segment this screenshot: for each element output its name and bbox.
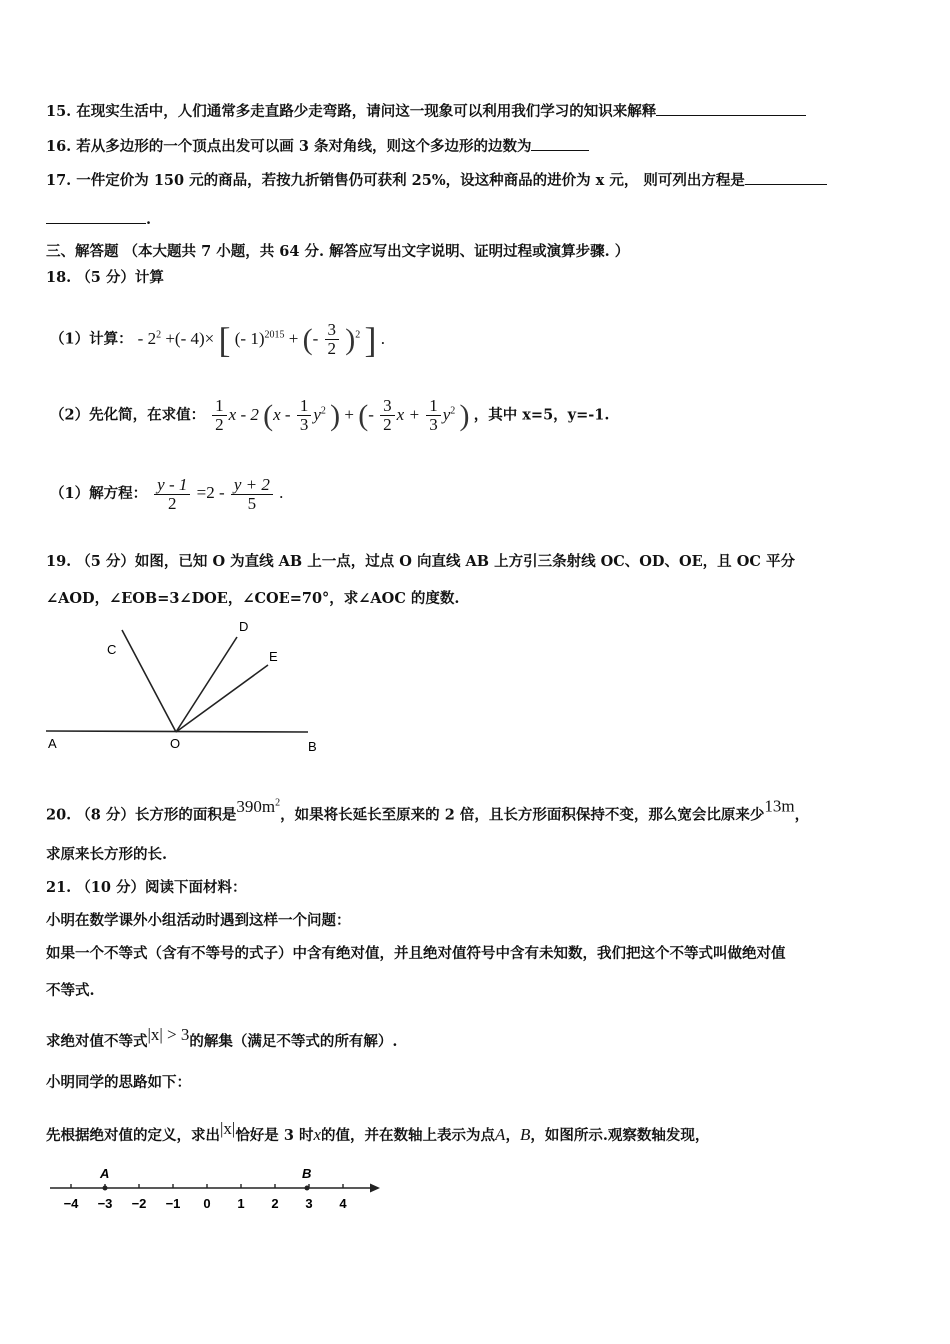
- section-3-text: 三、解答题 （本大题共 7 小题，共 64 分. 解答应写出文字说明、证明过程或演算步骤. ）: [46, 243, 630, 260]
- ray-od: [176, 637, 237, 732]
- q18-p2-expression: $\frac{1}{2}$ x - 2 (x - $\frac{1}{3}$ $y^2$ ) + (- $\frac{3}{2}$ x + $\frac{1}{3}$ $y^2$ ): [210, 405, 474, 424]
- question-17-cont: [46, 209, 151, 230]
- q21-line-1: 小明在数学课外小组活动时遇到这样一个问题：: [46, 912, 351, 929]
- q20-text-2: ，如果将长延长至原来的 2 倍，且长方形面积保持不变，那么宽会比原来少: [280, 806, 765, 824]
- q20-area: $390m^2$: [236, 796, 281, 816]
- tick-label: 2: [271, 1196, 279, 1211]
- question-19-line-2: [46, 589, 459, 609]
- question-21-title: [46, 878, 247, 898]
- label-b: B: [308, 739, 317, 754]
- q21-title-text: 21. （10 分）阅读下面材料：: [46, 879, 247, 896]
- tick-label: −4: [63, 1196, 79, 1211]
- q21-line-6: 先根据绝对值的定义，求出|x|恰好是 3 时x的值，并在数轴上表示为点A，B，如图所示.观察数轴发现，: [46, 1119, 710, 1144]
- q18-p1-fraction: $\frac{3}{2}$: [325, 321, 340, 358]
- q18-p3-label: （1）解方程：: [50, 485, 148, 502]
- q21-line-5: 小明同学的思路如下：: [46, 1074, 191, 1091]
- tick-label: −1: [165, 1196, 181, 1211]
- label-o: O: [170, 736, 181, 751]
- q17-answer-blank-1[interactable]: [745, 170, 827, 185]
- q19-angle-figure: [40, 612, 340, 762]
- q21-line-2: 如果一个不等式（含有不等号的式子）中含有绝对值，并且绝对值符号中含有未知数，我们把这个不等式叫做绝对值: [46, 945, 786, 962]
- q17-end: .: [146, 211, 152, 228]
- number-line-arrow: [370, 1184, 380, 1193]
- tick-label: 3: [305, 1196, 313, 1211]
- q17-text: 17. 一件定价为 150 元的商品，若按九折销售仍可获利 25%，设这种商品的进价为 x 元， 则可列出方程是: [46, 172, 745, 189]
- q19-line-1-text: 19. （5 分）如图，已知 O 为直线 AB 上一点，过点 O 向直线 AB 上方引三条射线 OC、OD、OE，且 OC 平分: [46, 553, 795, 570]
- point-b-label: B: [302, 1166, 312, 1181]
- q18-part-3: [50, 470, 283, 516]
- q16-text: 16. 若从多边形的一个顶点出发可以画 3 条对角线，则这个多边形的边数为: [46, 138, 532, 155]
- ray-oc: [122, 630, 176, 732]
- question-19-line-1: [46, 552, 795, 572]
- tick-label: −2: [131, 1196, 147, 1211]
- question-15: [46, 101, 806, 122]
- q16-answer-blank[interactable]: [531, 136, 589, 151]
- ray-oe: [176, 665, 268, 732]
- point-a: [103, 1186, 108, 1191]
- q20-text-3: ，: [794, 806, 810, 824]
- point-b: [305, 1186, 310, 1191]
- tick-label: 4: [339, 1196, 347, 1211]
- question-18-title: [46, 268, 164, 288]
- q18-p2-tail: ，其中 x=5，y=-1.: [473, 406, 610, 424]
- question-17: [46, 170, 827, 191]
- tick-label: 0: [203, 1196, 211, 1211]
- q20-line-2-text: 求原来长方形的长.: [46, 846, 168, 863]
- tick-label: −3: [97, 1196, 113, 1211]
- q21-line-3: 不等式.: [46, 982, 95, 999]
- section-3-title: [46, 242, 629, 262]
- point-a-label: A: [100, 1166, 110, 1181]
- label-e: E: [269, 649, 278, 664]
- question-20-line-2: [46, 845, 167, 865]
- q15-answer-blank[interactable]: [656, 101, 806, 116]
- question-16: [46, 136, 589, 157]
- q20-text-1: 20. （8 分）长方形的面积是: [46, 806, 237, 824]
- q18-title-text: 18. （5 分）计算: [46, 269, 164, 286]
- tick-label: 1: [237, 1196, 245, 1211]
- q18-part-1: [50, 312, 385, 358]
- q19-line-2-text: ∠AOD，∠EOB=3∠DOE，∠COE=70°，求∠AOC 的度数.: [46, 590, 460, 607]
- q18-part-2: [50, 388, 609, 434]
- label-a: A: [48, 736, 57, 751]
- q18-p2-label: （2）先化简，在求值：: [50, 406, 206, 424]
- label-d: D: [239, 619, 249, 634]
- number-line: [44, 1160, 389, 1220]
- q20-short: 13m: [764, 796, 795, 816]
- q18-p1-label: （1）计算：: [50, 330, 133, 348]
- q15-text: 15. 在现实生活中，人们通常多走直路少走弯路，请问这一现象可以利用我们学习的知识来解释: [46, 103, 657, 120]
- question-20-line-1: [46, 786, 810, 824]
- q21-inequality: |x| > 3: [147, 1025, 190, 1044]
- q18-p1-expression: - $2^2$ +(- 4)× [ (- 1)$^{2015}$ + (- $\frac{3}{2}$ )$^2$ ] .: [137, 319, 385, 360]
- label-c: C: [107, 642, 117, 657]
- q21-line-4: 求绝对值不等式|x| > 3的解集（满足不等式的所有解）.: [46, 1025, 398, 1050]
- q18-p3-expression: $\frac{y - 1}{2}$ =2 - $\frac{y + 2}{5}$ .: [152, 483, 283, 502]
- q17-answer-blank-2[interactable]: [46, 209, 146, 224]
